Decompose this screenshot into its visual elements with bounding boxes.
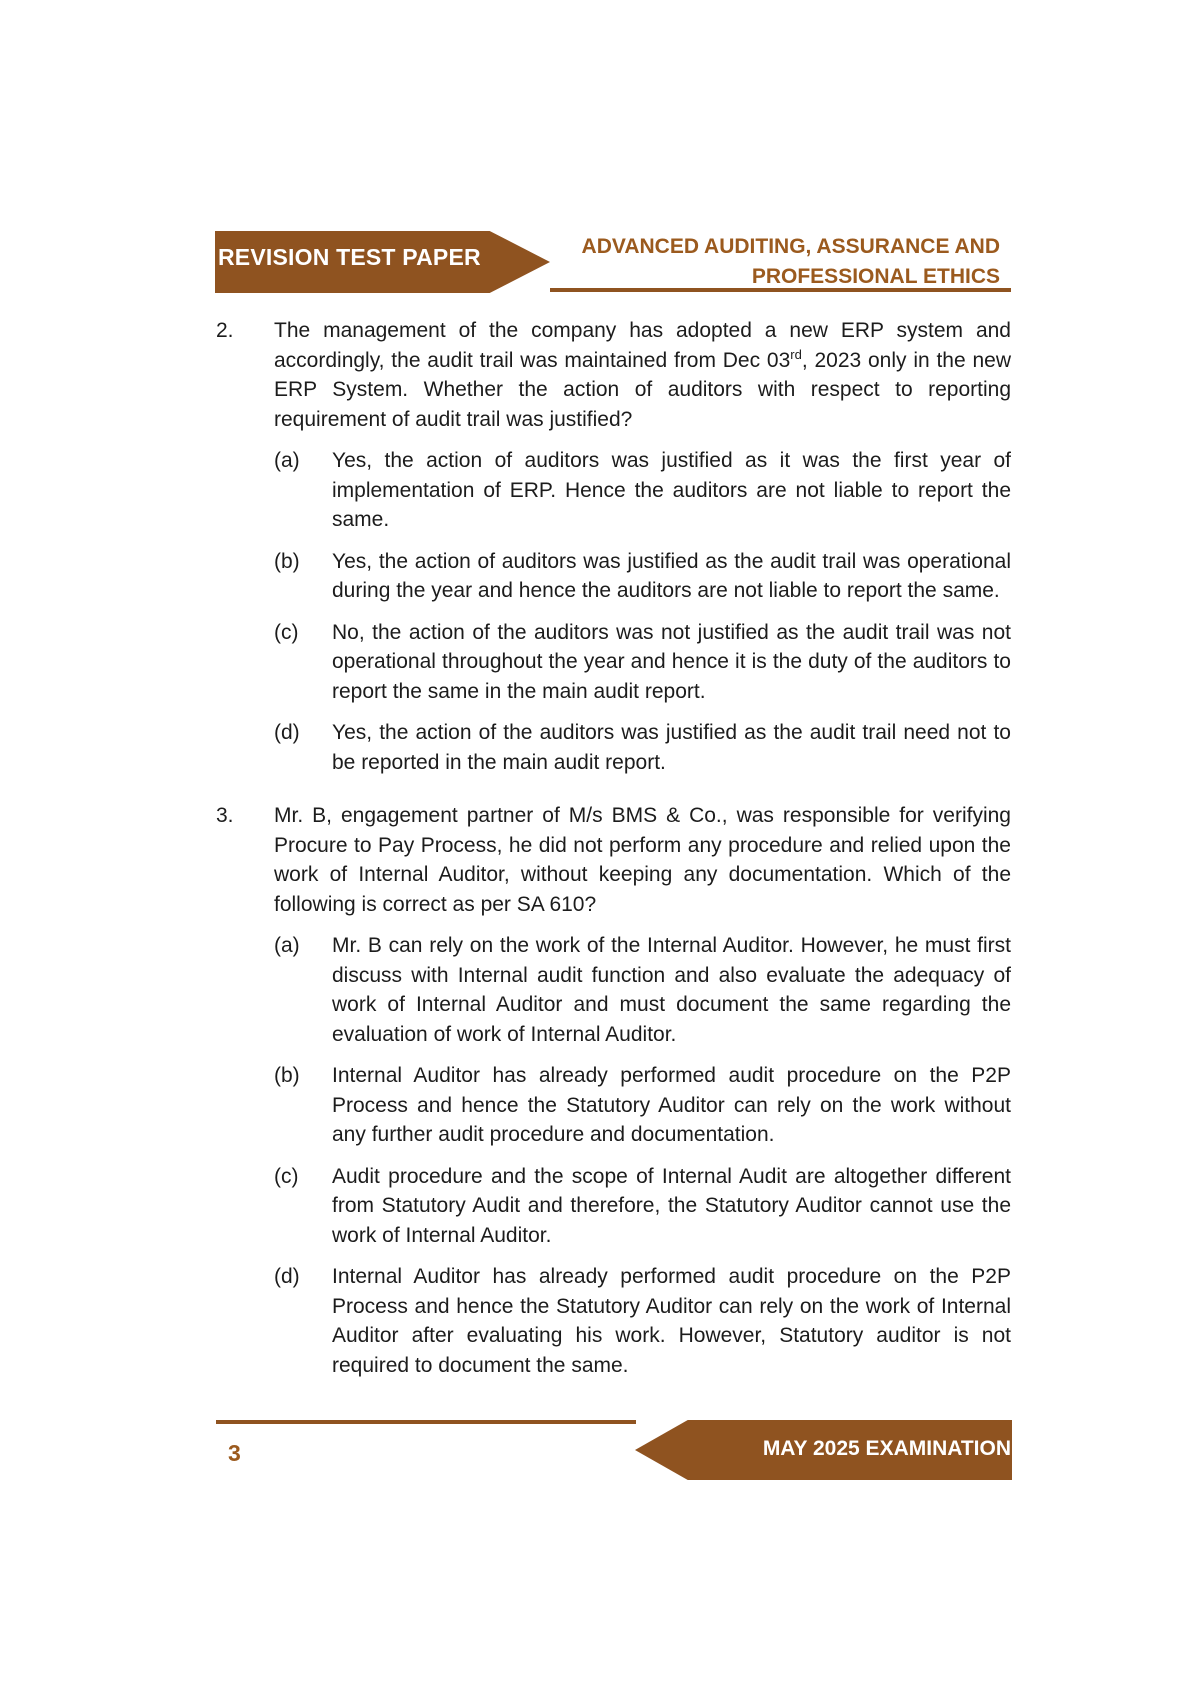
header-rule — [550, 288, 1011, 292]
question-body — [274, 801, 1011, 1392]
option-label: (a) — [274, 934, 300, 957]
exam-label: MAY 2025 EXAMINATION — [762, 1437, 1011, 1460]
question-body — [274, 316, 1011, 789]
option-a — [274, 446, 1011, 535]
option-text: Audit procedure and the scope of Internal Audit are altogether different from Statutory Audit and therefore, the Statutory Auditor cannot use the work of Internal Auditor. — [332, 1164, 1011, 1247]
question-number: 2. — [216, 319, 234, 342]
option-text: Mr. B can rely on the work of the Internal Auditor. However, he must first discuss with Internal audit function and also evaluate the adequacy of work of Internal Auditor and must document the same regarding the evaluation of work of Internal Auditor. — [332, 934, 1011, 1046]
option-text: No, the action of the auditors was not justified as the audit trail was not operational throughout the year and hence it is the duty of the auditors to report the same in the main audit report. — [332, 620, 1011, 703]
subject-title — [582, 232, 1000, 292]
question-text: Mr. B, engagement partner of M/s BMS & Co., was responsible for verifying Procure to Pay Process, he did not perform any procedure and relied upon the work of Internal Auditor, without keeping any documentation. Which of the following is correct as per SA 610? — [274, 804, 1011, 916]
question-2 — [216, 316, 1011, 789]
option-b — [274, 1061, 1011, 1150]
question-text: The management of the company has adopted a new ERP system and accordingly, the audit trail was maintained from Dec 03rd, 2023 only in the new ERP System. Whether the action of auditors with respect to reporting requirement of audit trail was justified? — [274, 319, 1011, 431]
option-c — [274, 618, 1011, 707]
option-label: (d) — [274, 721, 300, 744]
option-text: Yes, the action of the auditors was justified as the audit trail need not to be reported in the main audit report. — [332, 721, 1011, 774]
option-text: Internal Auditor has already performed audit procedure on the P2P Process and hence the Statutory Auditor can rely on the work of Internal Auditor after evaluating his work. However, Statutory auditor is not required to document the same. — [332, 1265, 1011, 1377]
question-number: 3. — [216, 804, 234, 827]
option-label: (a) — [274, 449, 300, 472]
option-label: (c) — [274, 620, 299, 644]
option-b — [274, 547, 1011, 606]
option-d — [274, 718, 1011, 777]
option-c — [274, 1162, 1011, 1251]
header-title: REVISION TEST PAPER — [218, 244, 481, 270]
footer-rule — [216, 1420, 636, 1424]
subject-title-line2: PROFESSIONAL ETHICS — [751, 265, 1000, 288]
option-d — [274, 1262, 1011, 1380]
question-list — [216, 316, 1011, 1404]
option-label: (c) — [274, 1164, 299, 1188]
option-label: (b) — [274, 1064, 300, 1087]
option-label: (d) — [274, 1265, 300, 1288]
ordinal-superscript: rd — [790, 346, 802, 362]
option-text: Yes, the action of auditors was justified as the audit trail was operational during the year and hence the auditors are not liable to report the same. — [332, 549, 1011, 602]
option-text: Yes, the action of auditors was justified as it was the first year of implementation of ERP. Hence the auditors are not liable to report the same. — [332, 449, 1011, 531]
page-header — [0, 0, 1191, 300]
subject-title-line1: ADVANCED AUDITING, ASSURANCE AND — [581, 235, 1000, 258]
page-number: 3 — [228, 1440, 241, 1466]
option-a — [274, 931, 1011, 1049]
option-label: (b) — [274, 549, 300, 573]
option-text: Internal Auditor has already performed audit procedure on the P2P Process and hence the Statutory Auditor can rely on the work without any further audit procedure and documentation. — [332, 1064, 1011, 1146]
question-3 — [216, 801, 1011, 1392]
